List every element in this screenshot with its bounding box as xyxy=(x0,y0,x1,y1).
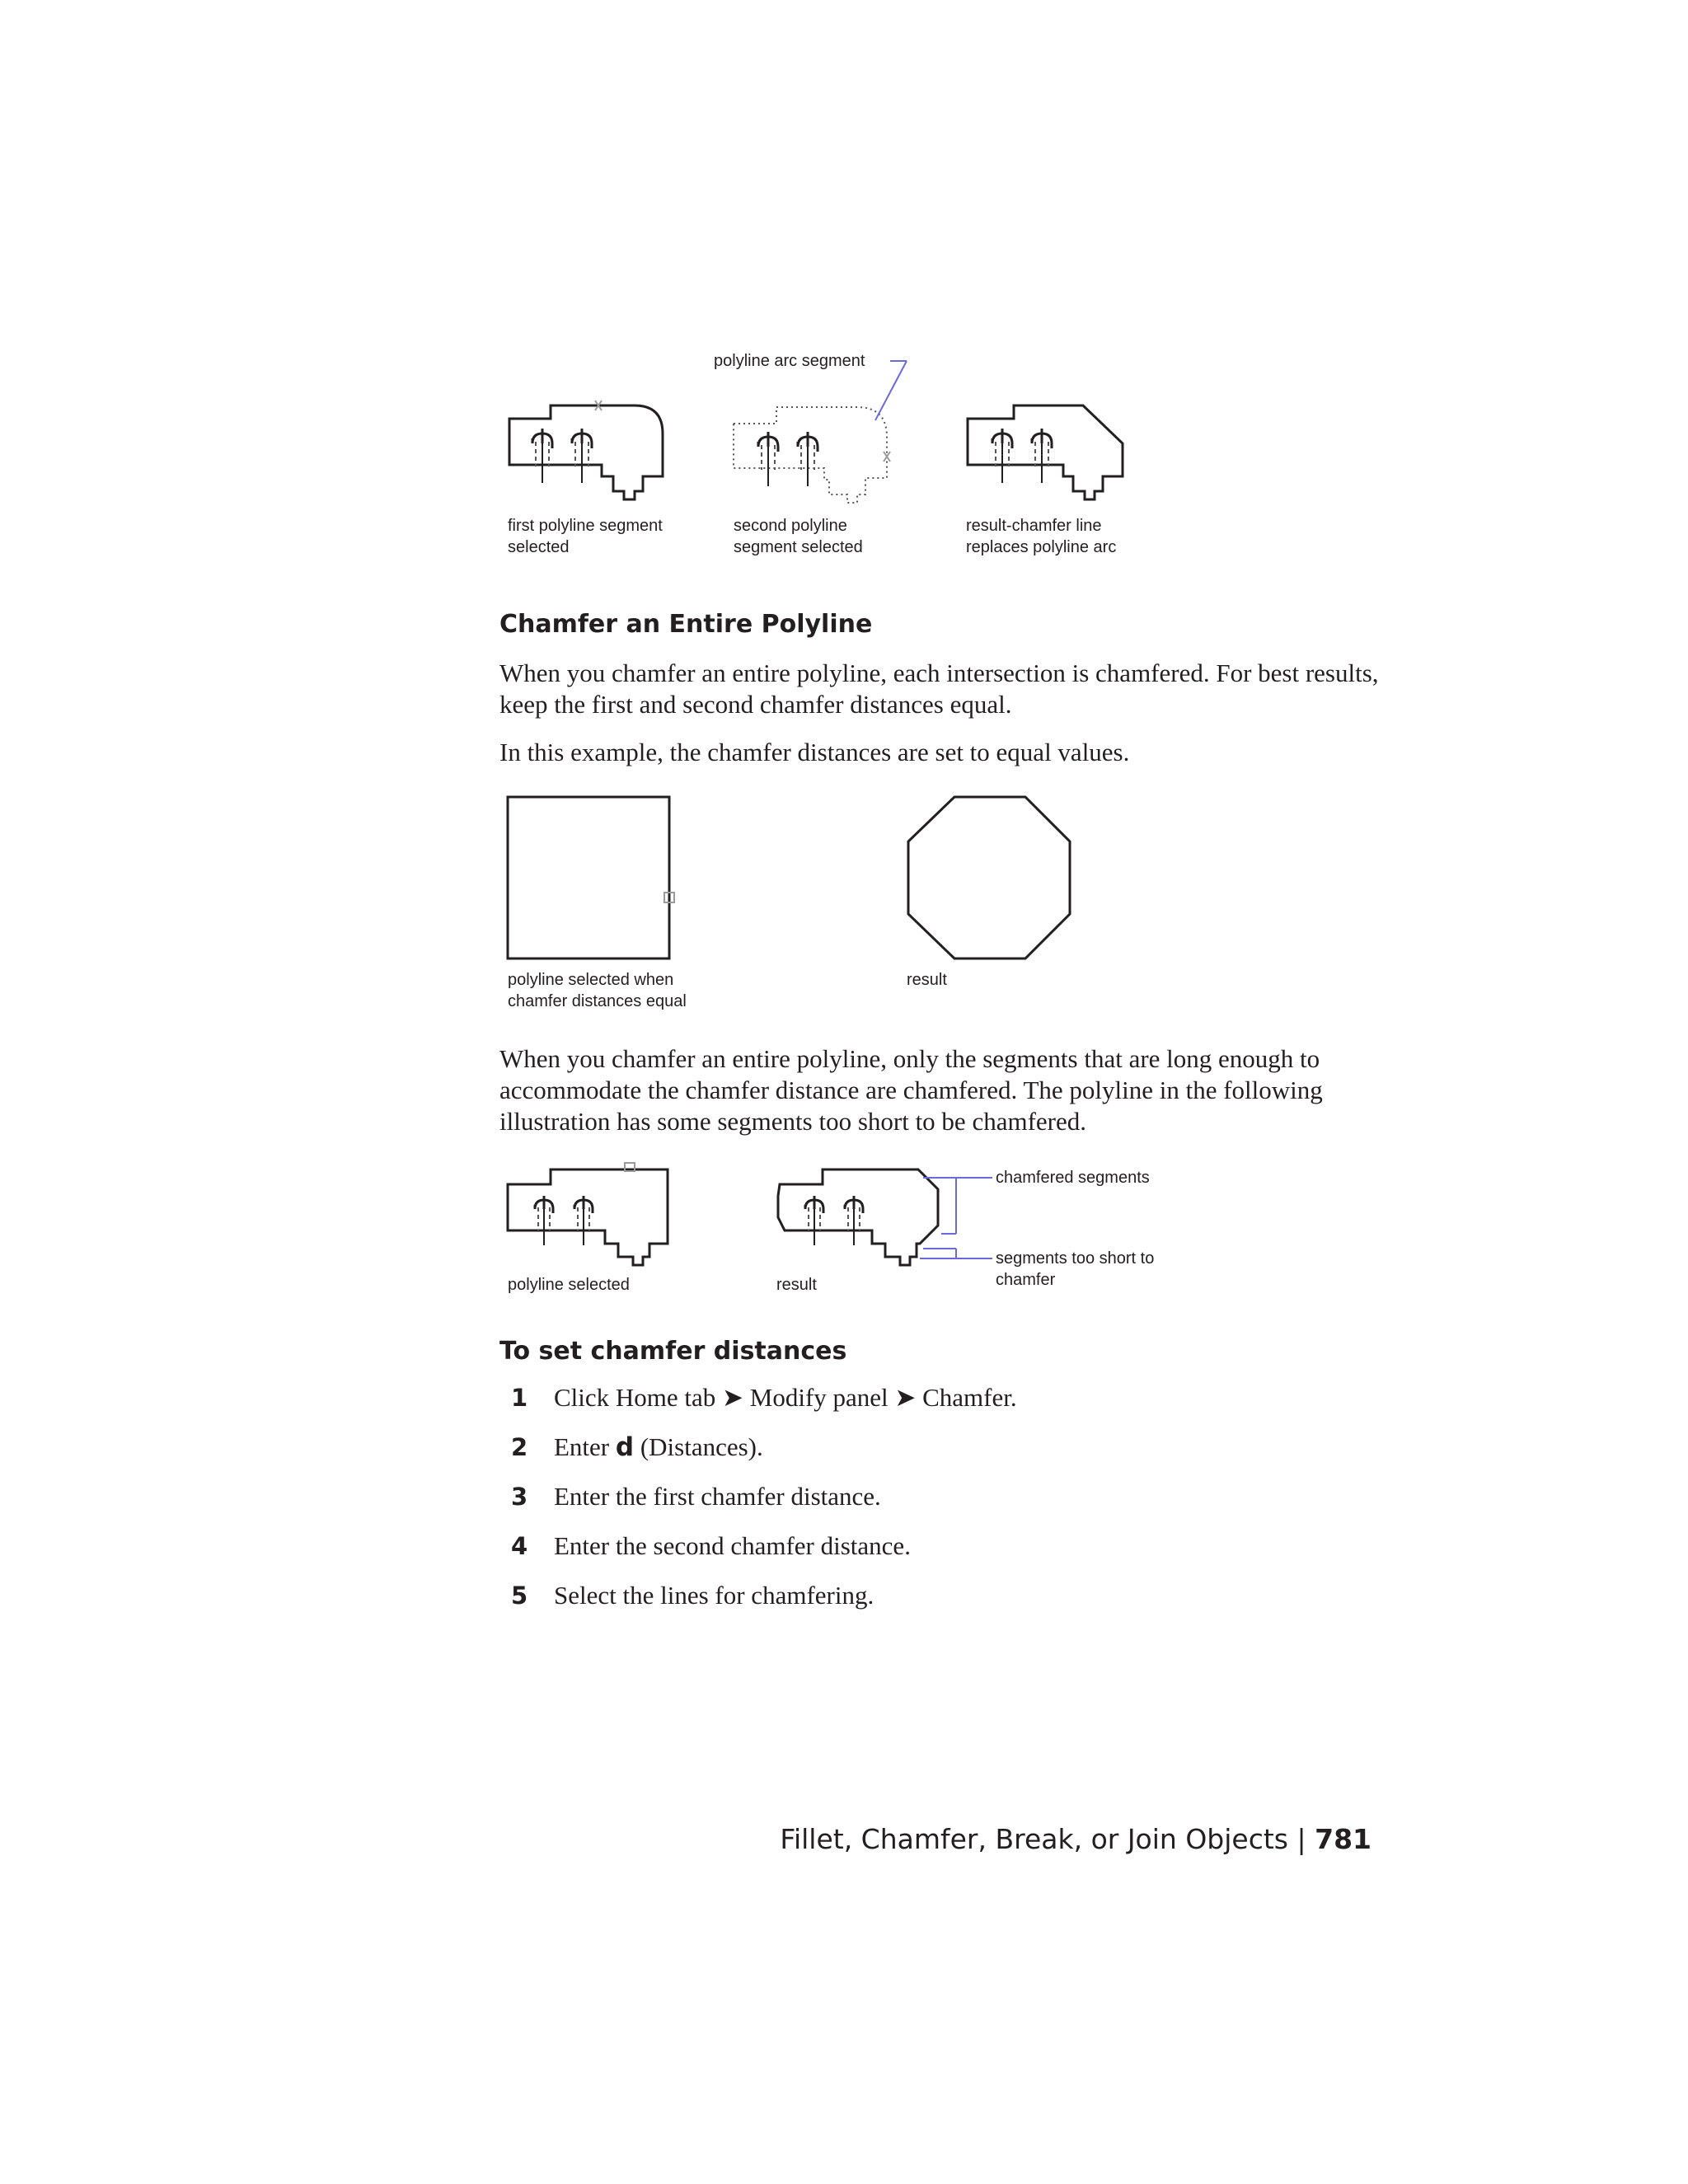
section-heading-chamfer-entire-polyline: Chamfer an Entire Polyline xyxy=(499,610,873,639)
step-number: 1 xyxy=(511,1384,528,1412)
step-number: 2 xyxy=(511,1433,528,1461)
step-text: Enter the first chamfer distance. xyxy=(554,1482,881,1511)
polyline-shape-first-segment-selected xyxy=(509,401,663,499)
caption-result-short-segments: result xyxy=(776,1276,817,1294)
polyline-shape-result xyxy=(778,1169,992,1265)
callout-polyline-arc-segment: polyline arc segment xyxy=(714,352,865,370)
callout-chamfered-segments: chamfered segments xyxy=(996,1169,1150,1187)
caption-result-chamfer-line: result-chamfer line replaces polyline arc xyxy=(966,517,1117,556)
caption-result: result xyxy=(907,971,947,989)
octagon-result xyxy=(908,797,1070,958)
step-text: Enter d (Distances). xyxy=(554,1432,763,1462)
polyline-shape-result-chamfer xyxy=(968,405,1123,499)
figure-chamfer-entire-polyline xyxy=(495,787,1088,968)
footer-section-title: Fillet, Chamfer, Break, or Join Objects xyxy=(780,1823,1288,1855)
footer-separator: | xyxy=(1296,1823,1306,1855)
polyline-shape-selected xyxy=(508,1163,668,1265)
step-text: Click Home tab ➤ Modify panel ➤ Chamfer. xyxy=(554,1383,1017,1412)
paragraph-segments-long-enough: When you chamfer an entire polyline, only the segments that are long enough to accommodate the chamfer distance are chamfered. The polyline in the following illustration has some segments too short to be chamfered. xyxy=(499,1044,1323,1136)
paragraph-equal-values-example: In this example, the chamfer distances are set to equal values. xyxy=(499,738,1130,766)
page-footer xyxy=(780,1823,1372,1856)
polyline-shape-second-segment-selected xyxy=(734,361,907,503)
callout-segments-too-short: segments too short to chamfer xyxy=(996,1249,1155,1289)
caption-second-polyline-segment: second polyline segment selected xyxy=(734,517,863,556)
step-number: 3 xyxy=(511,1483,528,1511)
step-text: Select the lines for chamfering. xyxy=(554,1581,874,1610)
step-number: 4 xyxy=(511,1532,528,1560)
step-number: 5 xyxy=(511,1582,528,1610)
procedure-heading-set-chamfer-distances: To set chamfer distances xyxy=(499,1337,847,1366)
caption-polyline-selected-equal: polyline selected when chamfer distances equal xyxy=(508,971,687,1010)
step-text: Enter the second chamfer distance. xyxy=(554,1531,911,1560)
caption-first-polyline-segment: first polyline segment selected xyxy=(508,517,663,556)
paragraph-chamfer-intersections: When you chamfer an entire polyline, each intersection is chamfered. For best results, keep the first and second chamfer distances equal. xyxy=(499,658,1379,719)
caption-polyline-selected: polyline selected xyxy=(508,1276,630,1294)
page-number: 781 xyxy=(1315,1823,1372,1855)
rectangle-polyline-selected xyxy=(508,797,674,958)
